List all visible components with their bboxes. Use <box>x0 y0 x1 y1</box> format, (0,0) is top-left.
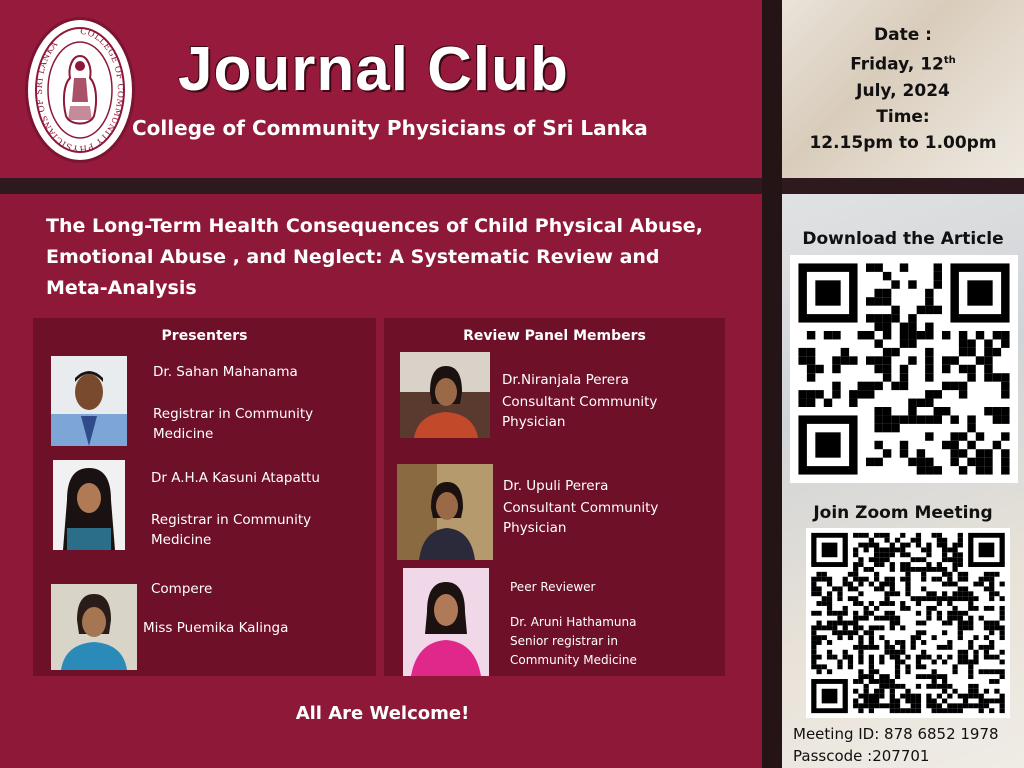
compere-label: Compere <box>151 581 213 597</box>
meeting-id: Meeting ID: 878 6852 1978 <box>793 725 999 743</box>
peer-reviewer-label: Peer Reviewer <box>510 580 596 594</box>
presenters-panel <box>33 318 376 676</box>
presenter-1-name: Dr. Sahan Mahanama <box>153 364 298 380</box>
presenter-photo-1 <box>51 356 127 446</box>
zoom-qr-code[interactable] <box>806 528 1010 718</box>
panel-member-3-name: Dr. Aruni Hathamuna <box>510 615 637 629</box>
presenter-2-role: Registrar in Community Medicine <box>151 512 312 548</box>
vertical-divider <box>762 0 782 768</box>
welcome-message: All Are Welcome! <box>295 703 470 724</box>
presenter-1-role: Registrar in Community Medicine <box>153 406 314 442</box>
compere-name: Miss Puemika Kalinga <box>143 620 289 636</box>
panel-member-2-role: Consultant Community Physician <box>503 500 659 536</box>
time-label: Time: <box>876 106 930 127</box>
date-day: Friday, 12th <box>850 54 956 75</box>
download-article-label: Download the Article <box>802 229 1004 249</box>
panel-member-3-role: Senior registrar in Community Medicine <box>510 634 637 667</box>
panel-member-1-role: Consultant Community Physician <box>502 394 658 430</box>
article-title: The Long-Term Health Consequences of Child Physical Abuse, Emotional Abuse , and Neglect: A Systematic Review and Meta-Analysis <box>46 215 703 299</box>
review-panel <box>384 318 725 676</box>
panel-member-1-name: Dr.Niranjala Perera <box>502 372 629 388</box>
college-logo <box>28 20 132 160</box>
organization-name: College of Community Physicians of Sri Lanka <box>132 116 648 140</box>
panel-photo-3 <box>403 568 489 676</box>
page-title: Journal Club <box>178 35 569 104</box>
date-label: Date : <box>874 25 932 45</box>
panel-photo-2 <box>397 464 493 560</box>
presenters-heading: Presenters <box>161 328 248 344</box>
panel-member-2-name: Dr. Upuli Perera <box>503 478 609 494</box>
event-schedule <box>790 22 1016 156</box>
zoom-meeting-label: Join Zoom Meeting <box>813 503 993 523</box>
presenter-2-name: Dr A.H.A Kasuni Atapattu <box>151 470 320 486</box>
download-qr-code[interactable] <box>790 255 1018 483</box>
meeting-passcode: Passcode :207701 <box>793 747 930 765</box>
date-year: July, 2024 <box>856 80 950 101</box>
meeting-info <box>793 723 999 767</box>
compere-photo <box>51 584 137 670</box>
presenter-photo-2 <box>53 460 125 550</box>
review-panel-heading: Review Panel Members <box>463 328 646 344</box>
date-suffix: th <box>943 55 956 66</box>
horizontal-divider <box>0 178 1024 194</box>
logo-ring-text: COLLEGE OF COMMUNITY PHYSICIANS OF SRI LANKA <box>34 26 126 154</box>
panel-photo-1 <box>400 352 490 438</box>
time-value: 12.15pm to 1.00pm <box>809 132 997 153</box>
